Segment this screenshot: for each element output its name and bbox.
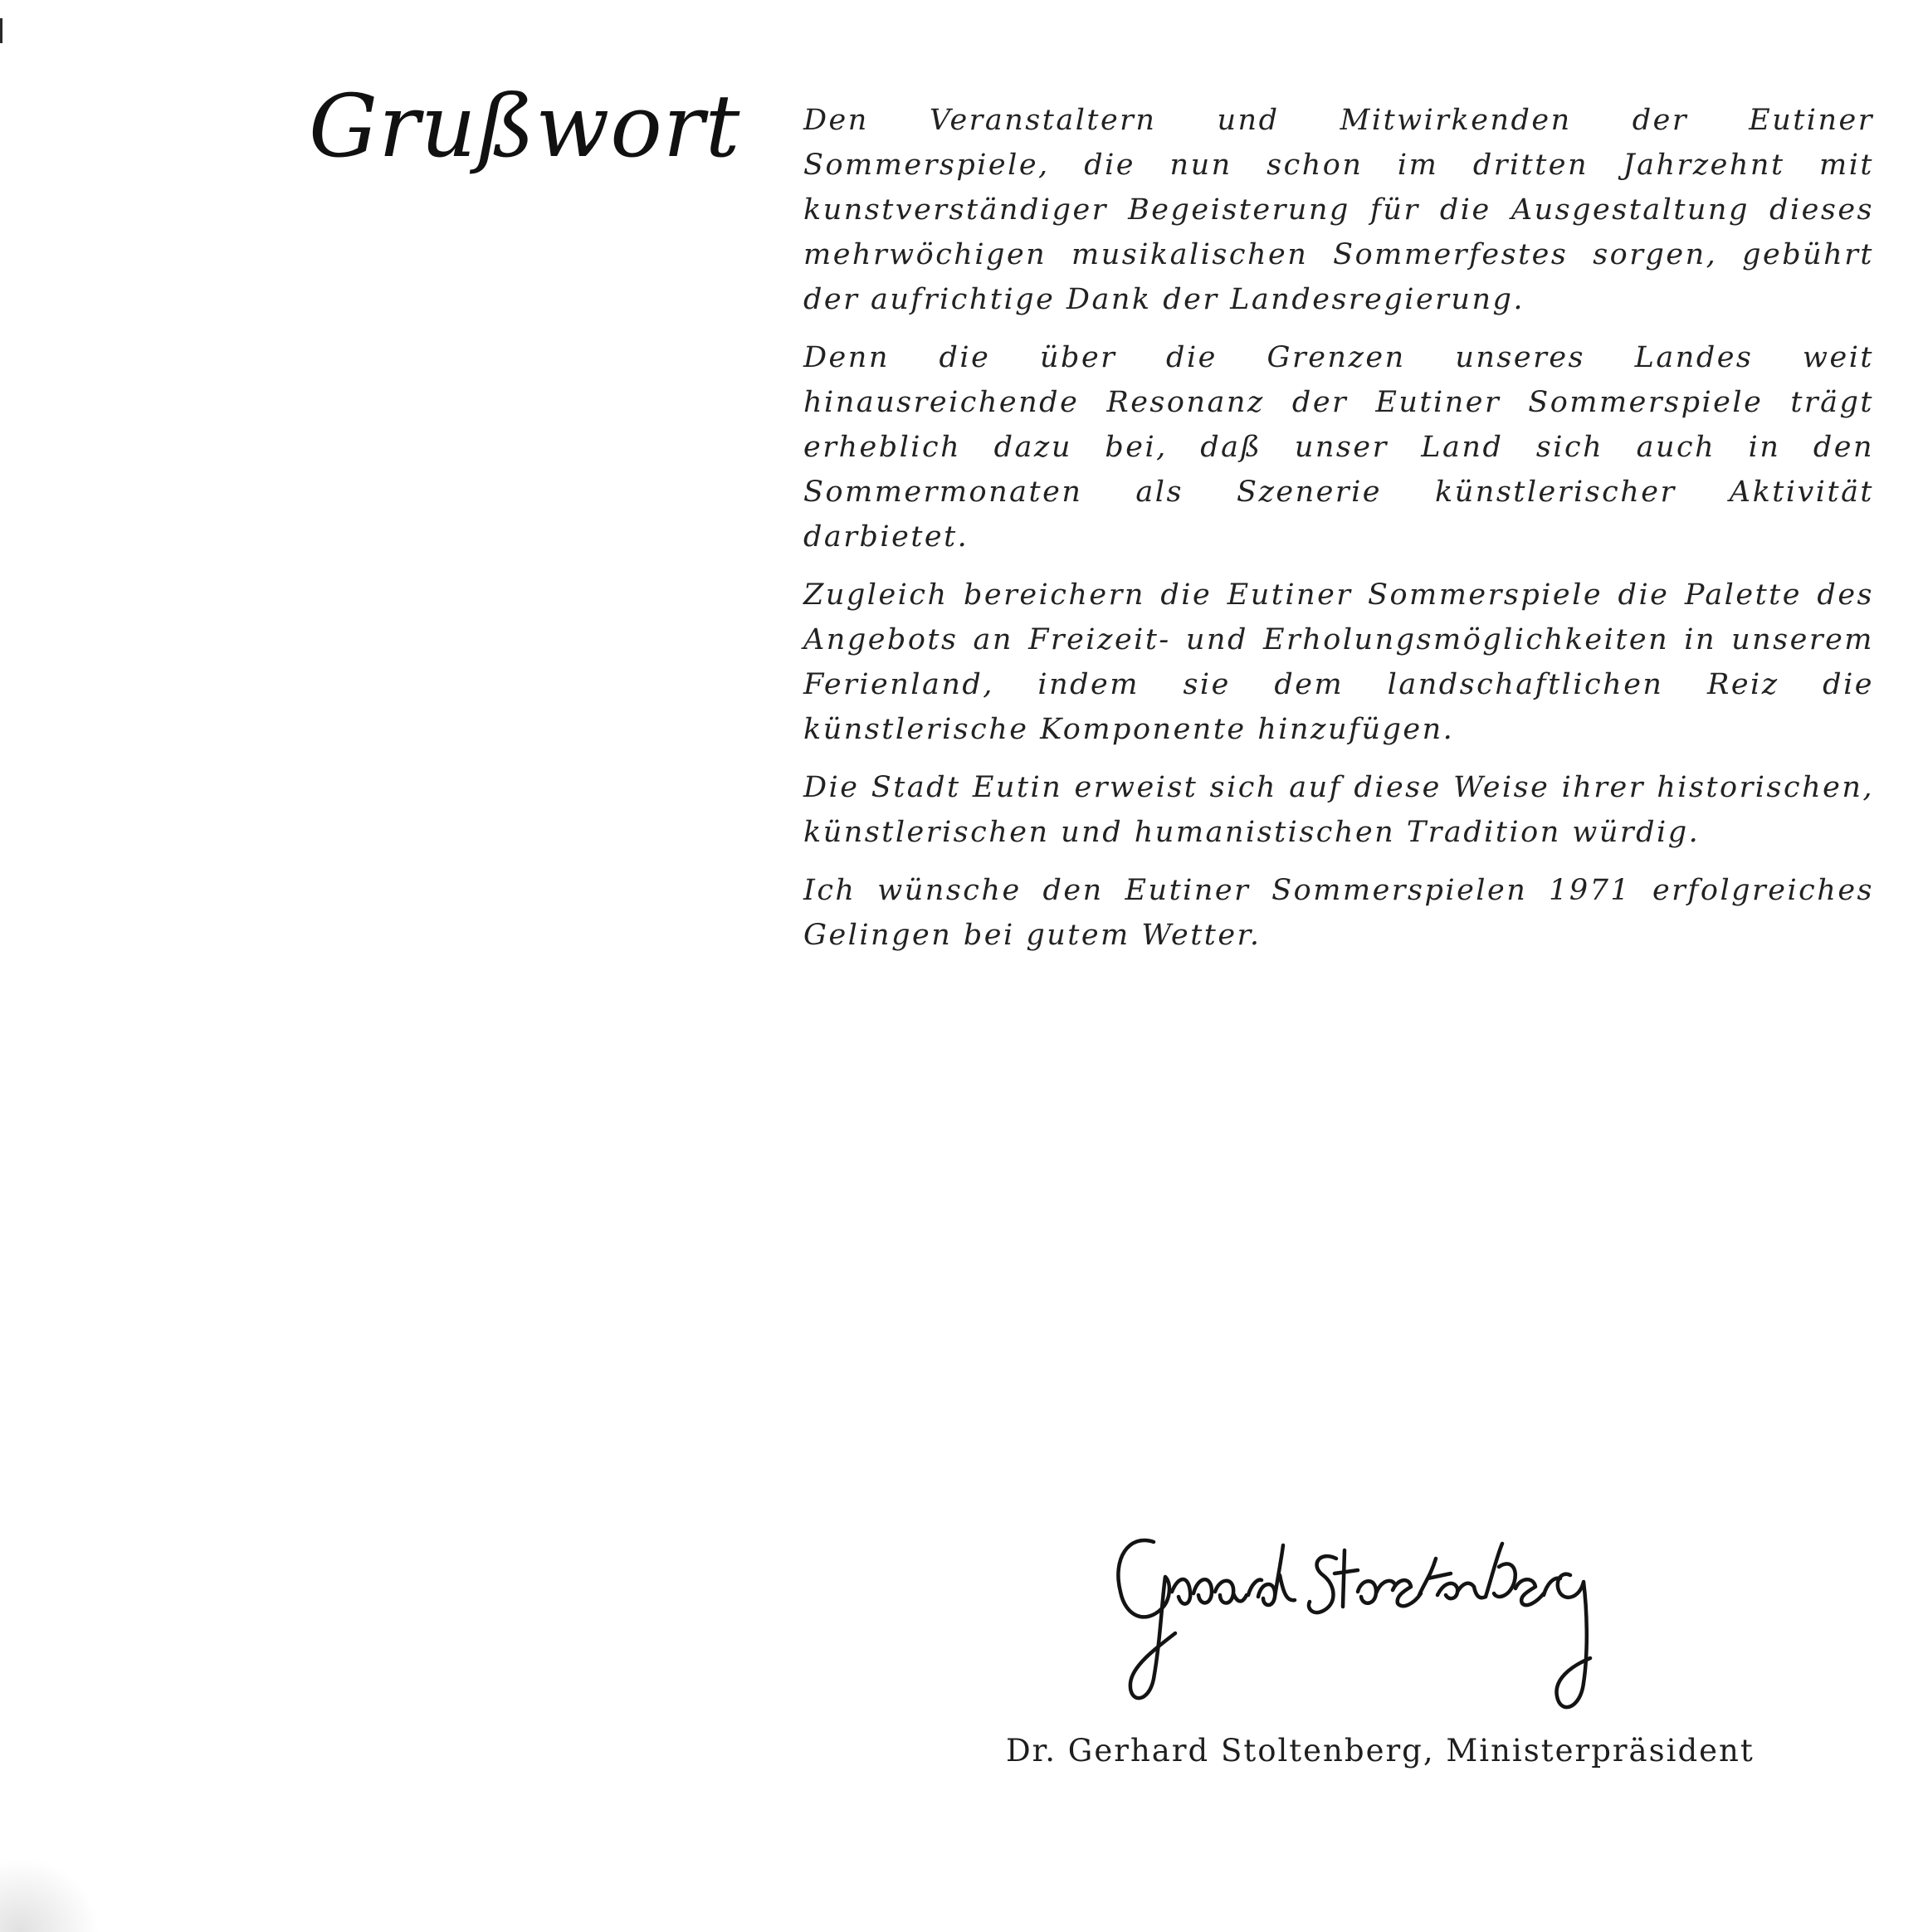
page-edge-mark	[0, 18, 2, 43]
paragraph-2: Denn die über die Grenzen unseres Landes weit hinausreichende Resonanz der Eutiner Sommerspiele trägt erheblich dazu bei, daß unser Land sich auch in den Sommermonaten als Szenerie künstlerischer Aktivität darbietet.	[803, 341, 1874, 554]
paragraph-3: Zugleich bereichern die Eutiner Sommerspiele die Palette des Angebots an Freizeit- und Erholungsmöglichkeiten in unserem Ferienland, indem sie dem landschaftlichen Reiz die künstlerische Komponente hinzufügen.	[803, 578, 1874, 746]
page-title: Grußwort	[309, 76, 741, 177]
signer-name: Dr. Gerhard Stoltenberg, Ministerpräsident	[1006, 1733, 1755, 1769]
corner-smudge	[0, 1857, 100, 1932]
letter-body	[803, 98, 1874, 971]
paragraph-5: Ich wünsche den Eutiner Sommerspielen 1971 erfolgreiches Gelingen bei gutem Wetter.	[803, 874, 1874, 952]
handwritten-signature	[1096, 1525, 1643, 1725]
paragraph-4: Die Stadt Eutin erweist sich auf diese Weise ihrer historischen, künstlerischen und humanistischen Tradition würdig.	[803, 771, 1874, 849]
paragraph-1: Den Veranstaltern und Mitwirkenden der Eutiner Sommerspiele, die nun schon im dritten Jahrzehnt mit kunstverständiger Begeisterung für die Ausgestaltung dieses mehrwöchigen musikalischen Sommerfestes sorgen, gebührt der aufrichtige Dank der Landesregierung.	[803, 104, 1874, 316]
